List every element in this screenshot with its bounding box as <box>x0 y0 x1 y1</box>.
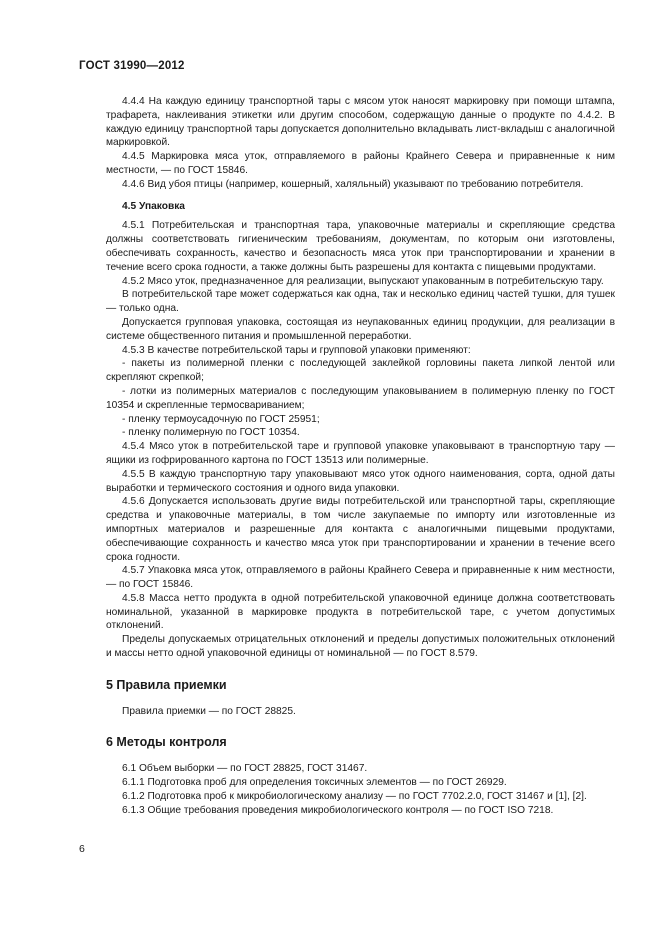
paragraph-6-1-1: 6.1.1 Подготовка проб для определения токсичных элементов — по ГОСТ 26929. <box>122 777 507 789</box>
document-header: ГОСТ 31990—2012 <box>79 60 185 72</box>
paragraph-4-5-4: 4.5.4 Мясо уток в потребительской таре и групповой упаковке упаковывают в транспортную тару — ящики из гофрированного картона по ГОСТ 13513 или полимерные. <box>106 441 615 466</box>
paragraph-4-5-2: 4.5.2 Мясо уток, предназначенное для реализации, выпускают упакованным в потребительскую тару. <box>122 275 604 287</box>
section-heading-6: 6 Методы контроля <box>106 735 227 750</box>
paragraph-4-5-1: 4.5.1 Потребительская и транспортная тара, упаковочные материалы и скрепляющие средства должны соответствовать гигиеническим требованиям, документам, по которым они изготовлены, обеспечивать сохранность, качество и безопасность мяса уток при транспортировании и хранении в течение всего срока годности, а также должны быть разрешены для контакта с пищевыми продуктами. <box>106 220 615 273</box>
paragraph-5: Правила приемки — по ГОСТ 28825. <box>122 705 296 717</box>
paragraph-4-5-3: 4.5.3 В качестве потребительской тары и групповой упаковки применяют: <box>122 344 471 356</box>
paragraph-4-4-4: 4.4.4 На каждую единицу транспортной тары с мясом уток наносят маркировку при помощи штампа, трафарета, наклеивания этикетки или другим способом, содержащую данные о продукте по 4.4.2. В каждую единицу транспортной тары допускается дополнительно вкладывать лист-вкладыш с аналогичной маркировкой. <box>106 96 615 149</box>
paragraph-4-4-5: 4.4.5 Маркировка мяса уток, отправляемого в районы Крайнего Севера и приравненные к ним местности, — по ГОСТ 15846. <box>106 151 615 176</box>
paragraph-4-5-6: 4.5.6 Допускается использовать другие виды потребительской или транспортной тары, скрепляющие средства и упаковочные материалы, в том числе закупаемые по импорту или изготовленные из импортных материалов и разрешенные для контакта с аналогичными пищевыми продуктами, обеспечивающие сохранность и качество мяса уток при транспортировании и хранении в течение всего срока годности. <box>106 496 615 563</box>
document-body <box>106 95 615 817</box>
list-item-polymer-film: - пленку полимерную по ГОСТ 10354. <box>122 427 300 439</box>
paragraph-6-1: 6.1 Объем выборки — по ГОСТ 28825, ГОСТ 31467. <box>122 763 368 775</box>
paragraph-tolerances: Пределы допускаемых отрицательных отклонений и пределы допустимых положительных отклонений и массы нетто одной упаковочной единицы от номинальной — по ГОСТ 8.579. <box>106 634 615 660</box>
list-item-shrink-film: - пленку термоусадочную по ГОСТ 25951; <box>122 413 320 425</box>
paragraph-6-1-3: 6.1.3 Общие требования проведения микробиологического контроля — по ГОСТ ISO 7218. <box>122 804 554 816</box>
paragraph-6-1-2: 6.1.2 Подготовка проб к микробиологическому анализу — по ГОСТ 7702.2.0, ГОСТ 31467 и [1], [2]. <box>122 790 587 802</box>
paragraph-4-5-7: 4.5.7 Упаковка мяса уток, отправляемого в районы Крайнего Севера и приравненные к ним местности, — по ГОСТ 15846. <box>106 565 615 591</box>
paragraph-4-5-8: 4.5.8 Масса нетто продукта в одной потребительской упаковочной единице должна соответствовать номинальной, указанной в маркировке продукта в потребительской таре, с учетом допустимых отклонений. <box>106 592 615 632</box>
list-item-trays: - лотки из полимерных материалов с последующим упаковыванием в полимерную пленку по ГОСТ 10354 и скрепленные термосвариванием; <box>106 385 615 411</box>
paragraph-consumer-pack: В потребительской таре может содержаться как одна, так и несколько единиц частей тушки, для тушек — только одна. <box>106 289 615 315</box>
page-number: 6 <box>79 843 85 855</box>
list-item-bags: - пакеты из полимерной пленки с последующей заклейкой горловины пакета липкой лентой или скрепляют скрепкой; <box>106 358 615 384</box>
section-5 <box>106 679 615 719</box>
paragraph-4-4-6: 4.4.6 Вид убоя птицы (например, кошерный, халяльный) указывают по требованию потребителя. <box>122 178 584 190</box>
section-6 <box>106 736 615 817</box>
subsection-heading-4-5: 4.5 Упаковка <box>122 200 185 212</box>
section-heading-5: 5 Правила приемки <box>106 677 227 692</box>
paragraph-group-pack: Допускается групповая упаковка, состоящая из неупакованных единиц продукции, для реализации в системе общественного питания и промышленной переработки. <box>106 316 615 342</box>
paragraph-4-5-5: 4.5.5 В каждую транспортную тару упаковывают мясо уток одного наименования, сорта, одной даты выработки и термического состояния и одного вида упаковки. <box>106 468 615 494</box>
